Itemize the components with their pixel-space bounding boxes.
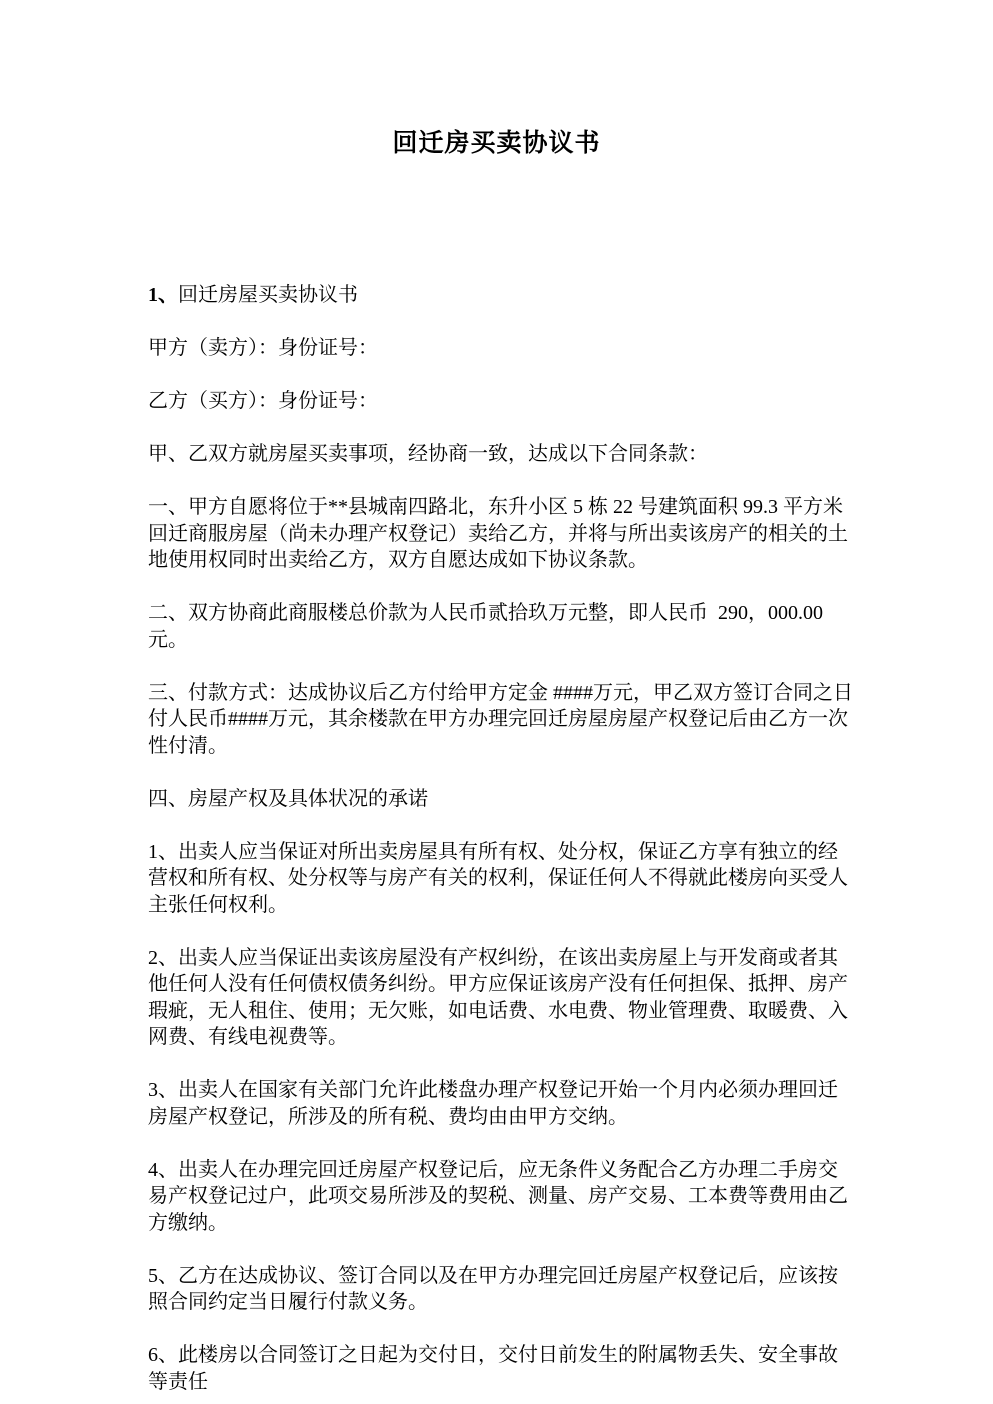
- paragraph-clause-3: 三、付款方式：达成协议后乙方付给甲方定金 ####万元，甲乙双方签订合同之日付人民币####万元，其余楼款在甲方办理完回迁房屋房屋产权登记后由乙方一次性付清。: [148, 681, 853, 757]
- paragraph-item-2: 2、出卖人应当保证出卖该房屋没有产权纠纷，在该出卖房屋上与开发商或者其他任何人没有任何债权债务纠纷。甲方应保证该房产没有任何担保、抵押、房产瑕疵，无人租住、使用；无欠账，如电话费、水电费、物业管理费、取暖费、入网费、有线电视费等。: [148, 946, 848, 1048]
- paragraph-party-b: 乙方（买方）：身份证号：: [148, 390, 378, 412]
- paragraph-item-5: 5、乙方在达成协议、签订合同以及在甲方办理完回迁房屋产权登记后，应该按照合同约定当日履行付款义务。: [148, 1264, 838, 1313]
- paragraph-clause-2: 二、双方协商此商服楼总价款为人民币贰拾玖万元整，即人民币 290，000.00 元。: [148, 602, 828, 651]
- paragraph-item-1: 1、出卖人应当保证对所出卖房屋具有所有权、处分权，保证乙方享有独立的经营权和所有权、处分权等与房产有关的权利，保证任何人不得就此楼房向买受人主张任何权利。: [148, 840, 848, 916]
- paragraph-item-3: 3、出卖人在国家有关部门允许此楼盘办理产权登记开始一个月内必须办理回迁房屋产权登记，所涉及的所有税、费均由由甲方交纳。: [148, 1079, 838, 1128]
- paragraph-item-6: 6、此楼房以合同签订之日起为交付日，交付日前发生的附属物丢失、安全事故等责任: [148, 1344, 838, 1393]
- paragraph-clause-4: 四、房屋产权及具体状况的承诺: [148, 787, 428, 810]
- section-heading-text: 回迁房屋买卖协议书: [178, 284, 358, 306]
- document-title: 回迁房买卖协议书: [392, 130, 601, 157]
- paragraph-clause-1: 一、甲方自愿将位于**县城南四路北，东升小区 5 栋 22 号建筑面积 99.3 平方米回迁商服房屋（尚未办理产权登记）卖给乙方，并将与所出卖该房产的相关的土地使用权同时出卖给乙方，双方自愿达成如下协议条款。: [148, 496, 848, 571]
- section-heading-number: 1、: [148, 284, 178, 306]
- paragraph-item-4: 4、出卖人在办理完回迁房屋产权登记后，应无条件义务配合乙方办理二手房交易产权登记过户，此项交易所涉及的契税、测量、房产交易、工本费等费用由乙方缴纳。: [148, 1158, 848, 1234]
- section-heading: [148, 282, 853, 309]
- paragraph-preamble: 甲、乙双方就房屋买卖事项，经协商一致，达成以下合同条款：: [148, 443, 708, 465]
- document-body: [148, 282, 853, 1395]
- paragraph-party-a: 甲方（卖方）：身份证号：: [148, 337, 378, 359]
